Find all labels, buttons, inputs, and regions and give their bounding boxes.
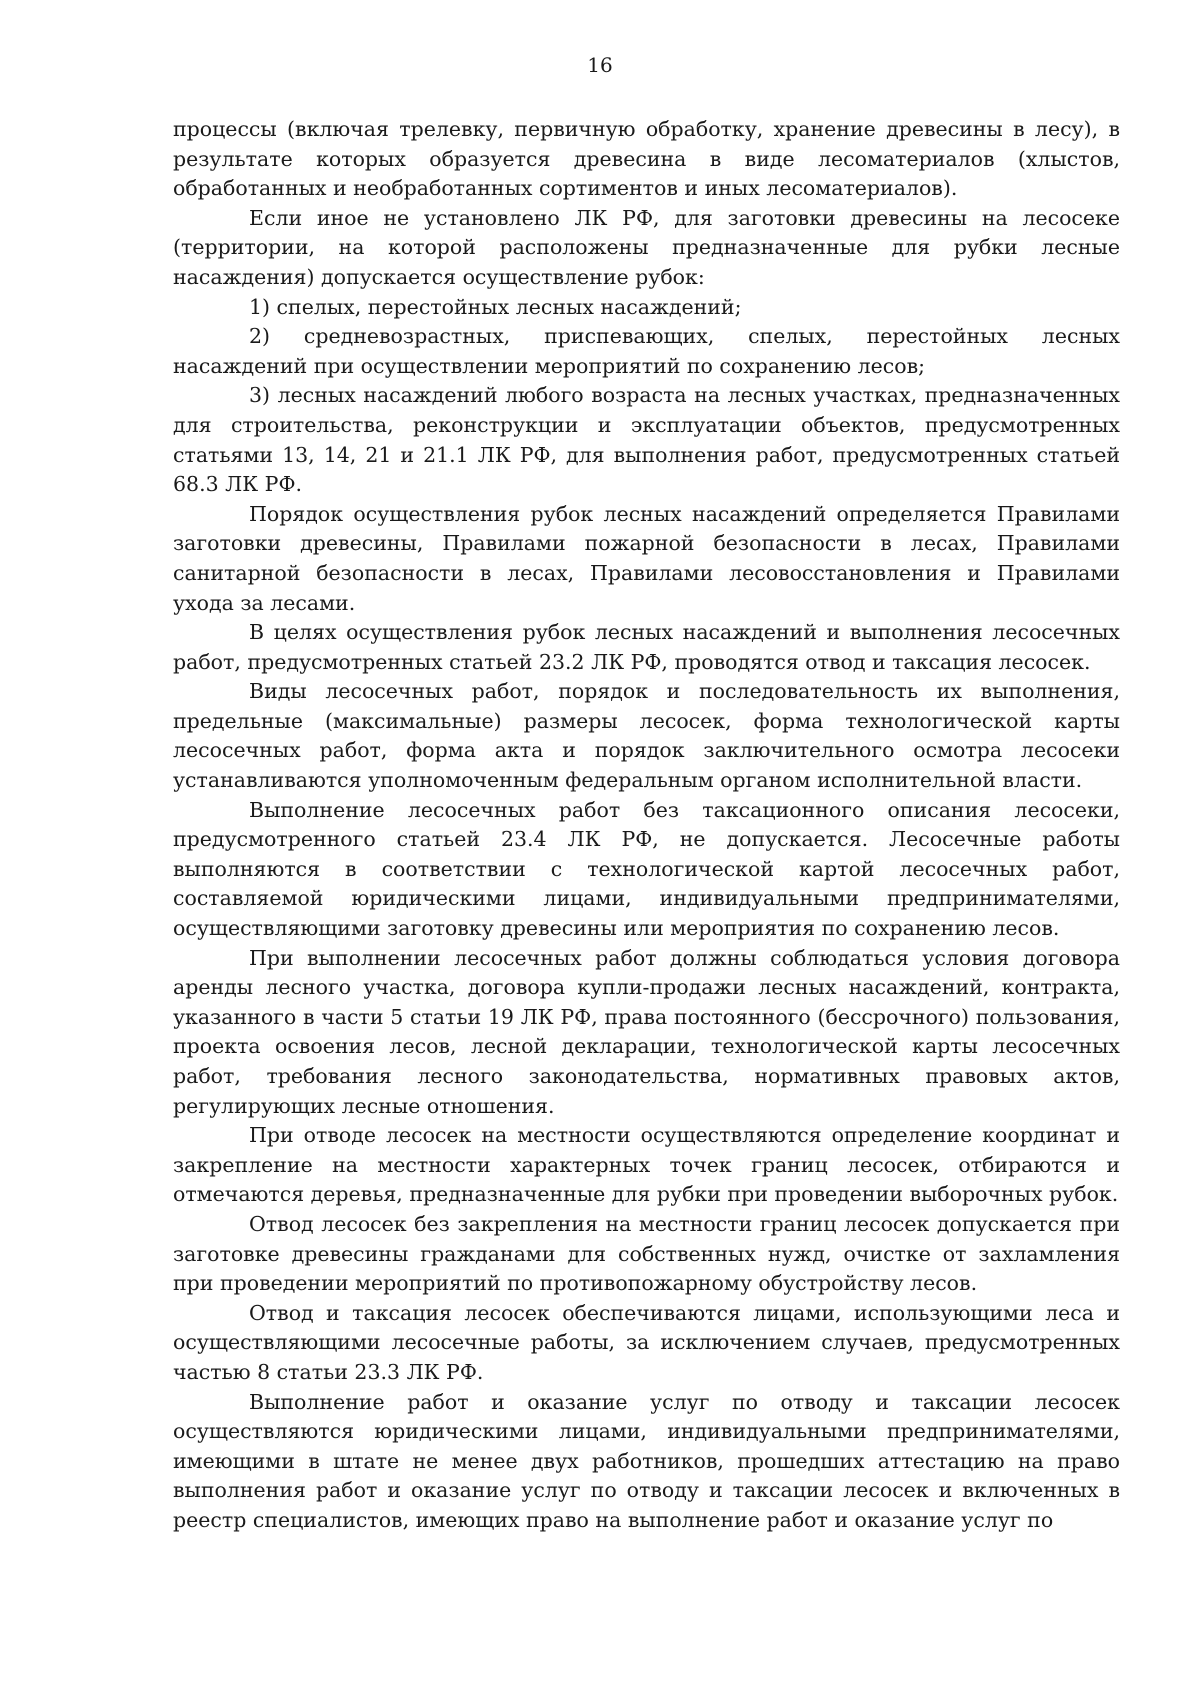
list-item-3: 3) лесных насаждений любого возраста на лесных участках, предназначенных для строительства, реконструкции и эксплуатации объектов, предусмотренных статьями 13, 14, 21 и 21.1 ЛК РФ, для выполнения работ, предусмотренных статьей 68.3 ЛК РФ. bbox=[173, 383, 1120, 497]
document-body bbox=[173, 115, 1120, 1536]
paragraph-work-types: Виды лесосечных работ, порядок и последовательность их выполнения, предельные (максимальные) размеры лесосек, форма технологической карты лесосечных работ, форма акта и порядок заключительного осмотра лесосеки устанавливаются уполномоченным федеральным органом исполнительной власти. bbox=[173, 679, 1120, 793]
paragraph-services-providers: Выполнение работ и оказание услуг по отводу и таксации лесосек осуществляются юридическими лицами, индивидуальными предпринимателями, имеющими в штате не менее двух работников, прошедших аттестацию на право выполнения работ и оказание услуг по отводу и таксации лесосек и включенных в реестр специалистов, имеющих право на выполнение работ и оказание услуг по bbox=[173, 1389, 1120, 1532]
paragraph-cutting-rules: Порядок осуществления рубок лесных насаждений определяется Правилами заготовки древесины, Правилами пожарной безопасности в лесах, Правилами санитарной безопасности в лесах, Правилами лесовосстановления и Правилами ухода за лесами. bbox=[173, 501, 1120, 615]
list-item-2: 2) средневозрастных, приспевающих, спелых, перестойных лесных насаждений при осуществлении мероприятий по сохранению лесов; bbox=[173, 324, 1120, 378]
paragraph-allotment-without-marking: Отвод лесосек без закрепления на местности границ лесосек допускается при заготовке древесины гражданами для собственных нужд, очистке от захламления при проведении мероприятий по противопожарному обустройству лесов. bbox=[173, 1211, 1120, 1296]
paragraph-continuation: процессы (включая трелевку, первичную обработку, хранение древесины в лесу), в результате которых образуется древесина в виде лесоматериалов (хлыстов, обработанных и необработанных сортиментов и иных лесоматериалов). bbox=[173, 117, 1120, 201]
paragraph-conditions: При выполнении лесосечных работ должны соблюдаться условия договора аренды лесного участка, договора купли-продажи лесных насаждений, контракта, указанного в части 5 статьи 19 ЛК РФ, права постоянного (бессрочного) пользования, проекта освоения лесов, лесной декларации, технологической карты лесосечных работ, требования лесного законодательства, нормативных правовых актов, регулирующих лесные отношения. bbox=[173, 945, 1120, 1118]
paragraph-allowed-cuttings-intro: Если иное не установлено ЛК РФ, для заготовки древесины на лесосеке (территории, на которой расположены предназначенные для рубки лесные насаждения) допускается осуществление рубок: bbox=[173, 205, 1120, 289]
paragraph-taxation-description: Выполнение лесосечных работ без таксационного описания лесосеки, предусмотренного статьей 23.4 ЛК РФ, не допускается. Лесосечные работы выполняются в соответствии с технологической картой лесосечных работ, составляемой юридическими лицами, индивидуальными предпринимателями, осуществляющими заготовку древесины или мероприятия по сохранению лесов. bbox=[173, 797, 1120, 941]
paragraph-allotment-responsibility: Отвод и таксация лесосек обеспечиваются лицами, использующими леса и осуществляющими лесосечные работы, за исключением случаев, предусмотренных частью 8 статьи 23.3 ЛК РФ. bbox=[173, 1300, 1120, 1384]
paragraph-allotment-purpose: В целях осуществления рубок лесных насаждений и выполнения лесосечных работ, предусмотренных статьей 23.2 ЛК РФ, проводятся отвод и таксация лесосек. bbox=[173, 620, 1120, 674]
page-number: 16 bbox=[587, 53, 613, 77]
paragraph-allotment-on-site: При отводе лесосек на местности осуществляются определение координат и закрепление на местности характерных точек границ лесосек, отбираются и отмечаются деревья, предназначенные для рубки при проведении выборочных рубок. bbox=[173, 1123, 1120, 1207]
list-item-1: 1) спелых, перестойных лесных насаждений; bbox=[249, 294, 742, 319]
